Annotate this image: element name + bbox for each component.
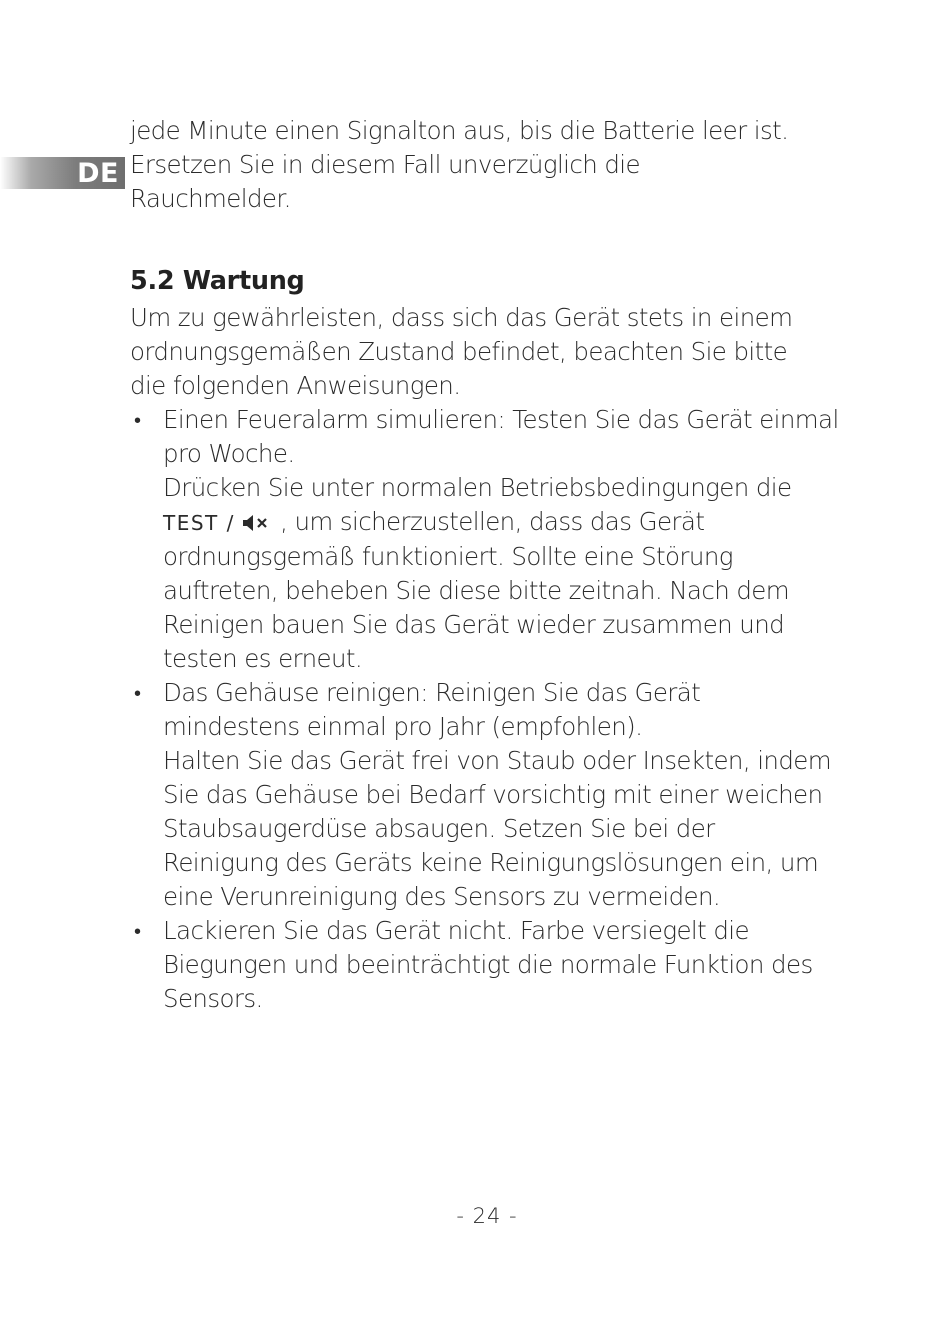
- list-line: Drücken Sie unter normalen Betriebsbedingungen die: [163, 473, 792, 502]
- intro-line: Ersetzen Sie in diesem Fall unverzüglich die: [130, 150, 640, 179]
- list-line: pro Woche.: [163, 439, 295, 468]
- speaker-mute-icon: [242, 514, 272, 532]
- list-line: Das Gehäuse reinigen: Reinigen Sie das Gerät: [163, 678, 701, 707]
- list-item: [130, 914, 850, 1016]
- language-tab-label: DE: [77, 158, 119, 189]
- page-number: - 24 -: [456, 1204, 518, 1228]
- list-line: Reinigung des Geräts keine Reinigungslösungen ein, um: [163, 848, 819, 877]
- list-line: mindestens einmal pro Jahr (empfohlen).: [163, 712, 643, 741]
- intro-line: jede Minute einen Signalton aus, bis die Batterie leer ist.: [130, 116, 789, 145]
- bullet-icon: •: [134, 408, 141, 432]
- paragraph-line: die folgenden Anweisungen.: [130, 371, 461, 400]
- list-item: [130, 676, 850, 914]
- list-line: testen es erneut.: [163, 644, 363, 673]
- list-line: ordnungsgemäß funktioniert. Sollte eine Störung: [163, 542, 733, 571]
- list-line: Staubsaugerdüse absaugen. Setzen Sie bei der: [163, 814, 715, 843]
- list-line: , um sicherzustellen, dass das Gerät: [280, 507, 705, 536]
- bullet-icon: •: [134, 681, 141, 705]
- list-line: auftreten, beheben Sie diese bitte zeitnah. Nach dem: [163, 576, 790, 605]
- list-line: eine Verunreinigung des Sensors zu vermeiden.: [163, 882, 721, 911]
- list-line: Biegungen und beeinträchtigt die normale Funktion des: [163, 950, 813, 979]
- section-heading: 5.2 Wartung: [130, 266, 305, 296]
- list-item: [130, 403, 850, 676]
- section-paragraph: [130, 301, 850, 403]
- bullet-icon: •: [134, 919, 141, 943]
- language-tab: [0, 157, 125, 189]
- intro-line: Rauchmelder.: [130, 184, 291, 213]
- list-line: Lackieren Sie das Gerät nicht. Farbe versiegelt die: [163, 916, 749, 945]
- intro-paragraph: [130, 114, 850, 216]
- test-key-label: TEST /: [163, 511, 235, 535]
- maintenance-list: [130, 403, 850, 1016]
- list-line: Einen Feueralarm simulieren: Testen Sie das Gerät einmal: [163, 405, 839, 434]
- paragraph-line: ordnungsgemäßen Zustand befindet, beachten Sie bitte: [130, 337, 788, 366]
- list-line: Halten Sie das Gerät frei von Staub oder Insekten, indem: [163, 746, 832, 775]
- list-line: Sensors.: [163, 984, 263, 1013]
- page-content: [130, 114, 850, 1016]
- paragraph-line: Um zu gewährleisten, dass sich das Gerät stets in einem: [130, 303, 793, 332]
- list-line: Sie das Gehäuse bei Bedarf vorsichtig mit einer weichen: [163, 780, 823, 809]
- list-line: Reinigen bauen Sie das Gerät wieder zusammen und: [163, 610, 785, 639]
